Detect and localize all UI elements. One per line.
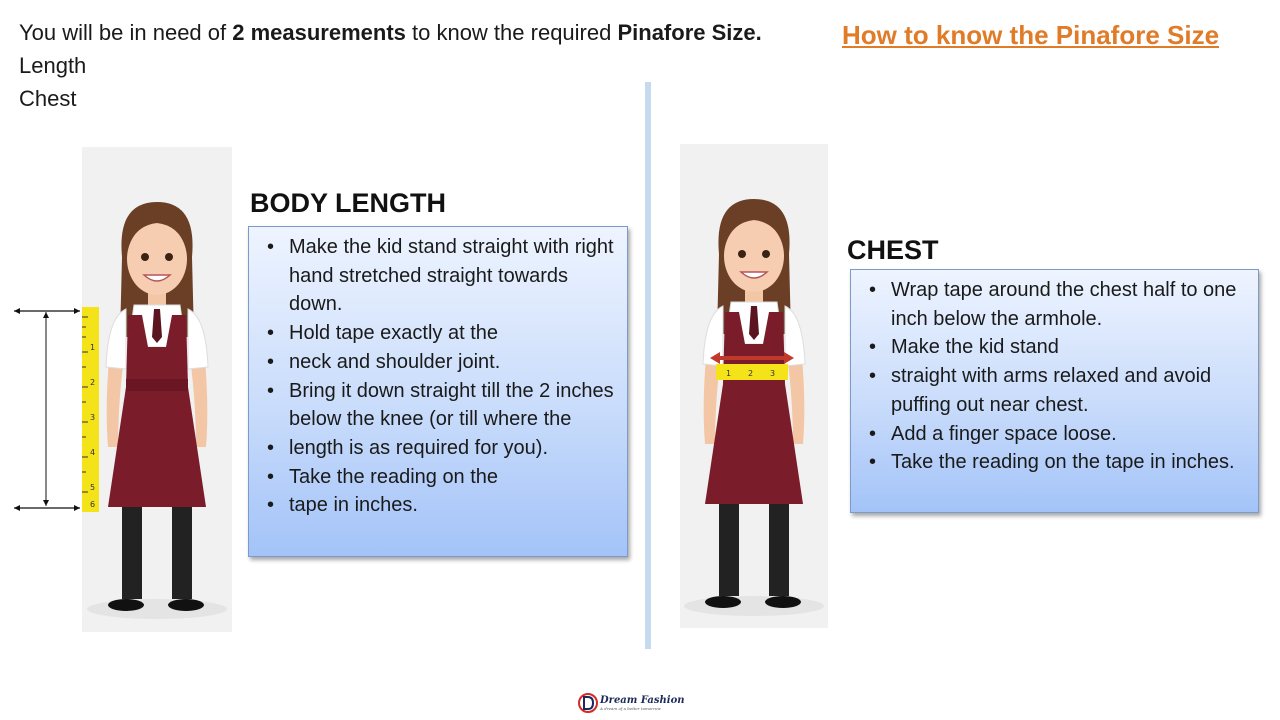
tape-tick-5: 5	[90, 483, 96, 492]
intro-part-2: to know the required	[405, 20, 618, 45]
intro-sentence	[19, 16, 819, 49]
list-item: • Make the kid stand	[861, 333, 1248, 362]
chest-instructions	[850, 269, 1259, 513]
headline-link[interactable]: How to know the Pinafore Size	[842, 20, 1220, 50]
tape-tick-3: 3	[90, 413, 96, 422]
list-item: • straight with arms relaxed and avoid puffing out near chest.	[861, 362, 1248, 419]
body-length-title: BODY LENGTH	[250, 188, 447, 218]
list-item: • tape in inches.	[259, 491, 617, 520]
intro-item-length: Length	[19, 53, 87, 78]
brand-name: Dream Fashion	[600, 695, 685, 706]
list-item: • length is as required for you).	[259, 434, 617, 463]
tape-tick-1: 1	[90, 343, 96, 352]
list-item: • Add a finger space loose.	[861, 420, 1248, 449]
list-item: • Bring it down straight till the 2 inches below the knee (or till where the	[259, 377, 617, 434]
list-item: • Hold tape exactly at the	[259, 319, 617, 348]
body-length-illustration	[82, 147, 232, 632]
tape-tick-4: 4	[90, 448, 96, 457]
list-item: • Take the reading on the tape in inches.	[861, 448, 1248, 477]
chest-tape-tick-1: 1	[726, 369, 732, 378]
chest-title: CHEST	[847, 235, 939, 265]
body-length-instructions	[248, 226, 628, 557]
intro-part-1: You will be in need of	[19, 20, 233, 45]
list-item: • neck and shoulder joint.	[259, 348, 617, 377]
intro-bold-size: Pinafore Size.	[617, 20, 762, 45]
intro-item-chest: Chest	[19, 86, 77, 111]
chest-tape-tick-3: 3	[770, 369, 776, 378]
tape-tick-6: 6	[90, 500, 96, 509]
chest-illustration	[680, 144, 828, 628]
list-item: • Take the reading on the	[259, 463, 617, 492]
list-item: • Make the kid stand straight with right hand stretched straight towards down.	[259, 233, 617, 319]
chest-tape-tick-2: 2	[748, 369, 754, 378]
center-divider	[645, 82, 651, 649]
tape-tick-2: 2	[90, 378, 96, 387]
list-item: • Wrap tape around the chest half to one inch below the armhole.	[861, 276, 1248, 333]
intro-text	[19, 16, 819, 115]
brand-tagline: A dream of a better tomorrow	[600, 706, 661, 711]
intro-bold-measurements: 2 measurements	[232, 20, 406, 45]
dream-fashion-logo-icon	[578, 693, 598, 713]
brand-logo	[578, 693, 685, 713]
length-measure-arrows	[10, 300, 86, 516]
